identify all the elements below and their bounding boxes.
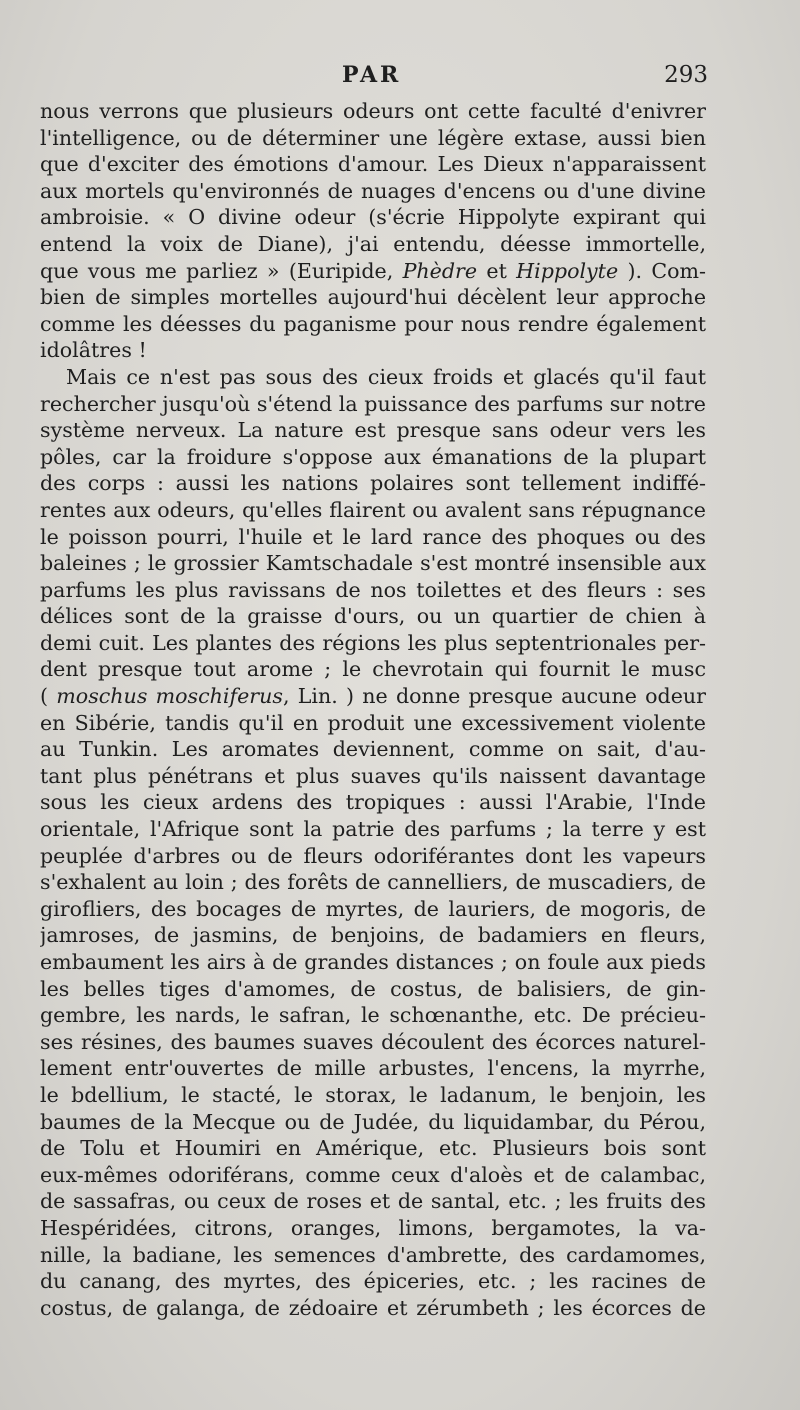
text-line: nous verrons que plusieurs odeurs ont cette faculté d'enivrer (40, 99, 706, 123)
text-line: de sassafras, ou ceux de roses et de santal, etc. ; les fruits des (40, 1189, 706, 1214)
text-line: système nerveux. La nature est presque sans odeur vers les (40, 418, 706, 443)
text-line: de Tolu et Houmiri en Amérique, etc. Plusieurs bois sont (40, 1136, 706, 1161)
text-line: sous les cieux ardens des tropiques : aussi l'Arabie, l'Inde (40, 790, 706, 815)
text-line: Hespéridées, citrons, oranges, limons, bergamotes, la va- (40, 1215, 706, 1240)
text-line: s'exhalent au loin ; des forêts de cannelliers, de muscadiers, de (40, 870, 706, 895)
text-line: rentes aux odeurs, qu'elles flairent ou avalent sans répugnance (40, 497, 706, 522)
text-line: Mais ce n'est pas sous des cieux froids et glacés qu'il faut (66, 364, 706, 389)
text-line: rechercher jusqu'où s'étend la puissance des parfums sur notre (40, 391, 706, 416)
text-line: aux mortels qu'environnés de nuages d'encens ou d'une divine (40, 178, 706, 203)
italic-text: moschus moschiferus (56, 684, 283, 709)
text-segment: et (477, 258, 517, 283)
text-line: des corps : aussi les nations polaires sont tellement indiffé- (40, 471, 706, 496)
text-segment: ( (40, 684, 57, 709)
text-line: dent presque tout arome ; le chevrotain qui fournit le musc (40, 657, 706, 682)
text-line: nille, la badiane, les semences d'ambrette, des cardamomes, (40, 1242, 706, 1267)
text-line: parfums les plus ravissans de nos toilettes et des fleurs : ses (40, 577, 706, 602)
text-line: baumes de la Mecque ou de Judée, du liquidambar, du Pérou, (40, 1109, 706, 1134)
text-line (40, 258, 706, 285)
text-line: lement entr'ouvertes de mille arbustes, l'encens, la myrrhe, (40, 1056, 706, 1081)
text-line: demi cuit. Les plantes des régions les plus septentrionales per- (40, 630, 706, 655)
text-line: ses résines, des baumes suaves découlent des écorces naturel- (40, 1029, 706, 1054)
text-line: entend la voix de Diane), j'ai entendu, déesse immortelle, (40, 231, 706, 256)
body-text (40, 98, 706, 1321)
text-segment: que vous me parliez » (Euripide, (40, 258, 403, 283)
text-line (40, 683, 706, 710)
text-line: le poisson pourri, l'huile et le lard rance des phoques ou des (40, 524, 706, 549)
text-line: comme les déesses du paganisme pour nous rendre également (40, 311, 706, 336)
text-line: orientale, l'Afrique sont la patrie des parfums ; la terre y est (40, 817, 706, 842)
text-line: baleines ; le grossier Kamtschadale s'est montré insensible aux (40, 551, 706, 576)
text-line: bien de simples mortelles aujourd'hui décèlent leur approche (40, 285, 706, 310)
text-line: en Sibérie, tandis qu'il en produit une excessivement violente (40, 710, 706, 735)
text-line: les belles tiges d'amomes, de costus, de balisiers, de gin- (40, 976, 706, 1001)
text-line: jamroses, de jasmins, de benjoins, de badamiers en fleurs, (40, 923, 706, 948)
text-line: tant plus pénétrans et plus suaves qu'ils naissent davantage (40, 763, 706, 788)
text-line: que d'exciter des émotions d'amour. Les Dieux n'apparaissent (40, 152, 706, 177)
text-line: gembre, les nards, le safran, le schœnanthe, etc. De précieu- (40, 1003, 706, 1028)
text-line: au Tunkin. Les aromates deviennent, comme on sait, d'au- (40, 737, 706, 762)
text-line: embaument les airs à de grandes distances ; on foule aux pieds (40, 950, 706, 974)
text-line: pôles, car la froidure s'oppose aux émanations de la plupart (40, 444, 706, 469)
page-number: 293 (664, 62, 708, 88)
text-segment: , Lin. ) ne donne presque aucune odeur (282, 684, 706, 709)
text-line: eux-mêmes odoriférans, comme ceux d'aloès et de calambac, (40, 1162, 706, 1187)
text-line: l'intelligence, ou de déterminer une légère extase, aussi bien (40, 125, 706, 150)
text-line: le bdellium, le stacté, le storax, le ladanum, le benjoin, les (40, 1082, 706, 1107)
text-line: ambroisie. « O divine odeur (s'écrie Hippolyte expirant qui (40, 205, 706, 230)
text-line: costus, de galanga, de zédoaire et zérumbeth ; les écorces de (40, 1295, 706, 1320)
page-header (0, 60, 800, 96)
text-line: peuplée d'arbres ou de fleurs odoriférantes dont les vapeurs (40, 843, 706, 868)
text-line: du canang, des myrtes, des épiceries, etc. ; les racines de (40, 1269, 706, 1294)
running-head: PAR (342, 62, 402, 88)
text-segment: ). Com- (618, 258, 706, 283)
text-line: girofliers, des bocages de myrtes, de lauriers, de mogoris, de (40, 896, 706, 921)
italic-text: Hippolyte (516, 258, 619, 283)
text-line: délices sont de la graisse d'ours, ou un quartier de chien à (40, 604, 706, 629)
text-line: idolâtres ! (40, 338, 147, 363)
italic-text: Phèdre (402, 258, 478, 283)
